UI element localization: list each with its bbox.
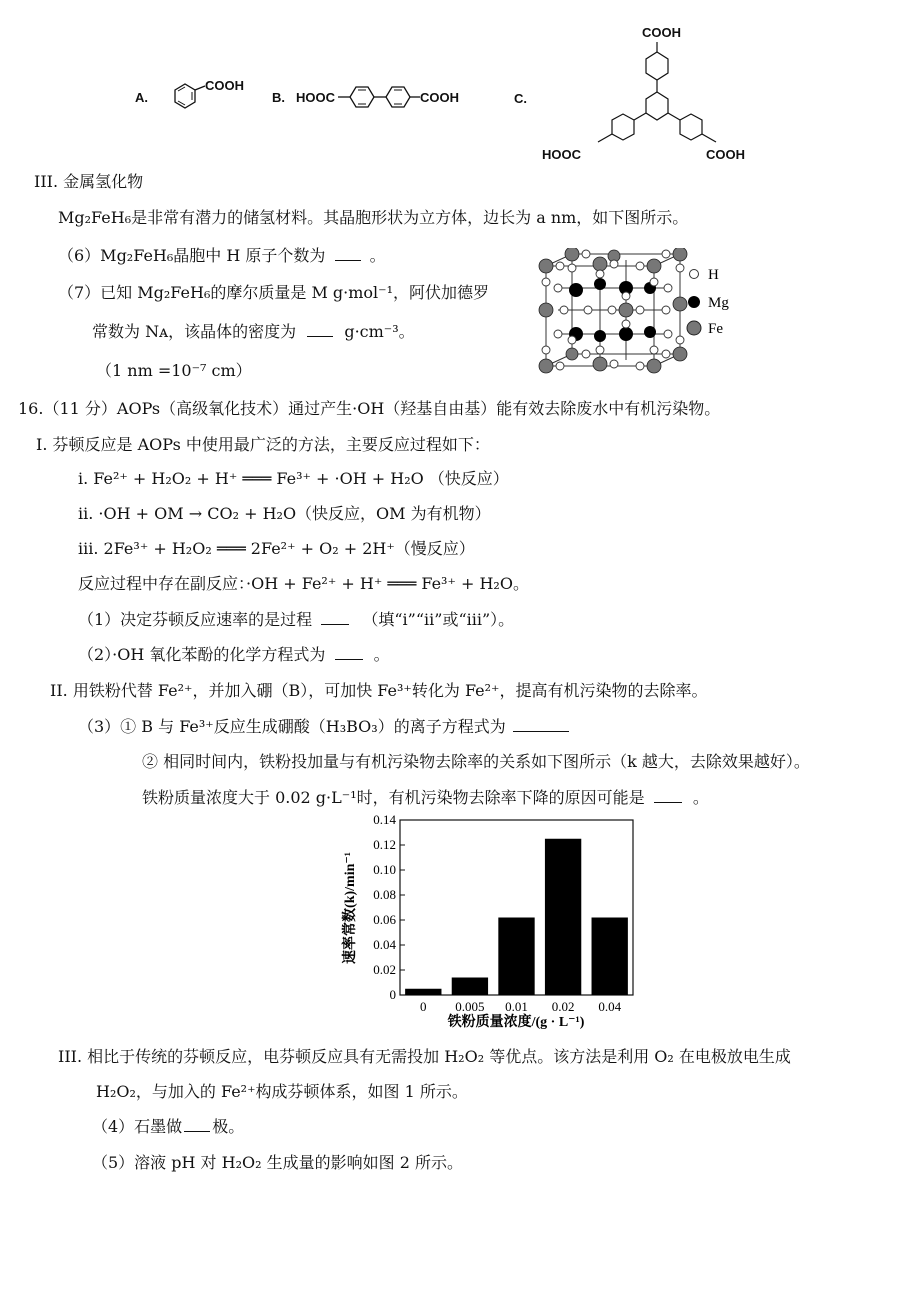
q2-line: [78, 644, 390, 666]
reaction-i: i. Fe²⁺ + H₂O₂ + H⁺ ═══ Fe³⁺ + ·OH + H₂O （快反应）: [78, 469, 509, 488]
y-tick-label: 0: [389, 987, 396, 1002]
q3-1-line: [78, 716, 569, 738]
structure-a-cooh: COOH: [205, 78, 244, 93]
y-tick-label: 0.12: [373, 837, 396, 852]
structure-c-cooh-top: COOH: [642, 25, 681, 40]
x-axis-label: 铁粉质量浓度/(g · L⁻¹): [447, 1015, 585, 1030]
q5-line: （5）溶液 pH 对 H₂O₂ 生成量的影响如图 2 所示。: [92, 1153, 463, 1172]
structure-b-cooh: COOH: [420, 90, 459, 105]
q16-title: 16.（11 分）AOPs（高级氧化技术）通过产生·OH（羟基自由基）能有效去除废水中有机污染物。: [18, 399, 721, 418]
q4-line: [92, 1116, 244, 1138]
structure-b-hooc: HOOC: [296, 90, 335, 105]
q1-end: （填“i”“ii”或“iii”）。: [362, 610, 515, 629]
q4-end: 极。: [212, 1117, 245, 1136]
part3-line1: III. 相比于传统的芬顿反应，电芬顿反应具有无需投加 H₂O₂ 等优点。该方法是利用 O₂ 在电极放电生成: [58, 1047, 791, 1066]
q1-answer-blank[interactable]: [321, 610, 349, 625]
legend-h-marker: [690, 270, 699, 279]
structure-c-cooh-right: COOH: [706, 147, 745, 162]
q3-1-answer-blank[interactable]: [513, 717, 569, 732]
q7-line1: （7）已知 Mg₂FeH₆的摩尔质量是 M g·mol⁻¹，阿伏加德罗: [58, 283, 490, 302]
section3-intro: Mg₂FeH₆是非常有潜力的储氢材料。其晶胞形状为立方体，边长为 a nm，如下图所示。: [58, 208, 689, 227]
q7-note: （1 nm =10⁻⁷ cm）: [96, 361, 252, 380]
y-tick-label: 0.14: [373, 812, 396, 827]
y-tick-label: 0.06: [373, 912, 396, 927]
structure-c-tricarboxylic: [510, 20, 760, 170]
q6-end: 。: [369, 246, 386, 265]
x-tick-label: 0.04: [598, 999, 622, 1014]
structure-a-label: A.: [135, 90, 148, 105]
x-tick-label: 0.01: [505, 999, 528, 1014]
structure-b-label: B.: [272, 90, 285, 105]
q3-2-line: ② 相同时间内，铁粉投加量与有机污染物去除率的关系如下图所示（k 越大，去除效果越好）。: [142, 752, 810, 771]
q1-line: [78, 609, 514, 631]
q7-line2: [92, 321, 415, 343]
bar-0.005: [452, 978, 488, 996]
legend-mg-label: Mg: [708, 295, 729, 311]
y-tick-label: 0.02: [373, 962, 396, 977]
structure-b-biphenyl-dicarboxylic: [268, 70, 498, 115]
x-tick-label: 0.02: [551, 999, 575, 1014]
q4-answer-blank[interactable]: [184, 1117, 210, 1132]
bar-0.02: [545, 839, 581, 995]
q6-answer-blank[interactable]: [335, 246, 361, 261]
q6-line: [58, 245, 386, 267]
y-tick-label: 0.04: [373, 937, 396, 952]
legend-mg-marker: [688, 296, 700, 308]
legend-fe-marker: [687, 321, 701, 335]
section3-heading: III. 金属氢化物: [34, 172, 144, 191]
x-tick-label: 0: [420, 999, 427, 1014]
y-axis-label: 速率常数(k)/min⁻¹: [343, 852, 358, 964]
structure-c-label: C.: [514, 91, 527, 106]
q3-1-text: （3）① B 与 Fe³⁺反应生成硼酸（H₃BO₃）的离子方程式为: [78, 717, 506, 736]
structure-a-benzoic-acid: [125, 70, 250, 115]
q1-text: （1）决定芬顿反应速率的是过程: [78, 610, 313, 629]
bar-0: [405, 989, 441, 995]
q7-answer-blank[interactable]: [307, 322, 333, 337]
q7-unit: g·cm⁻³。: [344, 322, 415, 341]
bar-0.01: [498, 918, 534, 996]
x-tick-label: 0.005: [455, 999, 485, 1014]
q3-2-answer-blank[interactable]: [654, 788, 682, 803]
side-reaction: 反应过程中存在副反应：·OH + Fe²⁺ + H⁺ ═══ Fe³⁺ + H₂O。: [78, 574, 529, 593]
legend-fe-label: Fe: [708, 321, 723, 337]
rate-constant-bar-chart: [330, 812, 650, 1037]
reaction-ii: ii. ·OH + OM → CO₂ + H₂O（快反应，OM 为有机物）: [78, 504, 491, 523]
structure-c-hooc-left: HOOC: [542, 147, 581, 162]
q7-text: 常数为 Nᴀ，该晶体的密度为: [92, 322, 297, 341]
part2-heading: II. 用铁粉代替 Fe²⁺，并加入硼（B），可加快 Fe³⁺转化为 Fe²⁺，提高有机污染物的去除率。: [50, 681, 708, 700]
part1-heading: I. 芬顿反应是 AOPs 中使用最广泛的方法，主要反应过程如下：: [36, 435, 490, 454]
q2-text: （2）·OH 氧化苯酚的化学方程式为: [78, 645, 326, 664]
bar-0.04: [592, 918, 628, 996]
q6-text: （6）Mg₂FeH₆晶胞中 H 原子个数为: [58, 246, 326, 265]
y-tick-label: 0.10: [373, 862, 396, 877]
part3-line2: H₂O₂，与加入的 Fe²⁺构成芬顿体系，如图 1 所示。: [96, 1082, 468, 1101]
q4-text: （4）石墨做: [92, 1117, 183, 1136]
q3-2b-text: 铁粉质量浓度大于 0.02 g·L⁻¹时，有机污染物去除率下降的原因可能是: [142, 788, 645, 807]
q3-2b-end: 。: [692, 788, 709, 807]
reaction-iii: iii. 2Fe³⁺ + H₂O₂ ═══ 2Fe²⁺ + O₂ + 2H⁺（慢反应）: [78, 539, 475, 558]
q2-end: 。: [373, 645, 390, 664]
crystal-cell-figure: [530, 248, 770, 376]
y-tick-label: 0.08: [373, 887, 396, 902]
q2-answer-blank[interactable]: [335, 645, 363, 660]
legend-h-label: H: [708, 267, 719, 283]
h-atoms: [542, 250, 684, 370]
q3-2b-line: [142, 787, 709, 809]
